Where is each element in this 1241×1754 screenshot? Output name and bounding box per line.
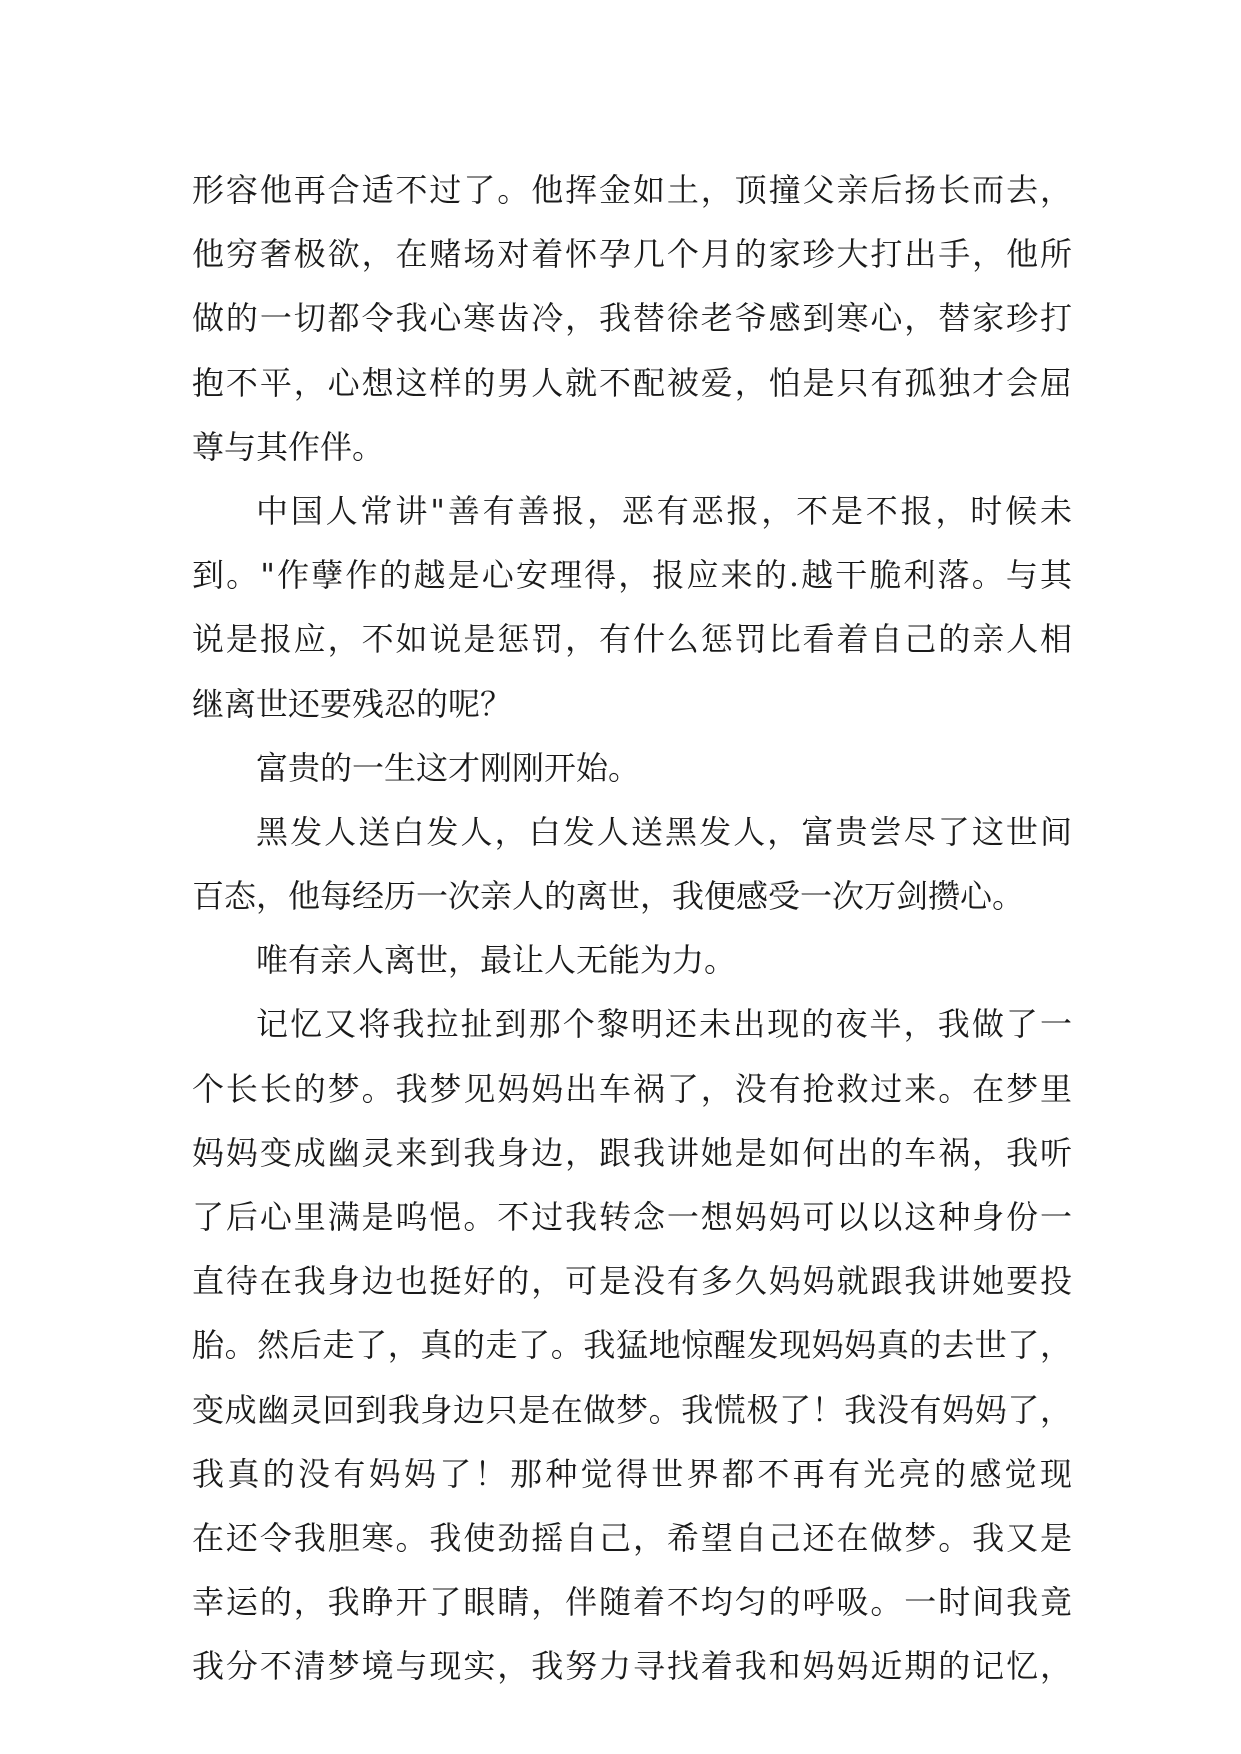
text-line: 中国人常讲"善有善报，恶有恶报，不是不报，时候未 — [256, 491, 1072, 530]
text-line: 变成幽灵回到我身边只是在做梦。我慌极了！我没有妈妈了， — [192, 1390, 1072, 1429]
text-line: 妈妈变成幽灵来到我身边，跟我讲她是如何出的车祸，我听 — [192, 1133, 1072, 1172]
text-line: 了后心里满是呜悒。不过我转念一想妈妈可以以这种身份一 — [192, 1198, 1072, 1236]
text-line: 胎。然后走了，真的走了。我猛地惊醒发现妈妈真的去世了， — [192, 1326, 1072, 1365]
text-line: 幸运的，我睁开了眼睛，伴随着不均匀的呼吸。一时间我竟 — [192, 1583, 1072, 1622]
text-line: 百态，他每经历一次亲人的离世，我便感受一次万剑攒心。 — [192, 877, 1025, 916]
text-line: 个长长的梦。我梦见妈妈出车祸了，没有抢救过来。在梦里 — [192, 1069, 1072, 1108]
text-line: 直待在我身边也挺好的，可是没有多久妈妈就跟我讲她要投 — [192, 1262, 1072, 1301]
text-line: 尊与其作伴。 — [192, 427, 385, 466]
text-line: 继离世还要残忍的呢？ — [192, 684, 513, 723]
text-line: 到。"作孽作的越是心安理得，报应来的.越干脆利落。与其 — [192, 556, 1072, 595]
text-line: 抱不平，心想这样的男人就不配被爱，怕是只有孤独才会屈 — [192, 363, 1072, 402]
body-text — [192, 158, 1072, 1699]
text-line: 黑发人送白发人，白发人送黑发人，富贵尝尽了这世间 — [256, 812, 1072, 851]
text-line: 唯有亲人离世，最让人无能为力。 — [256, 941, 737, 980]
text-line: 在还令我胆寒。我使劲摇自己，希望自己还在做梦。我又是 — [192, 1518, 1072, 1557]
text-line: 做的一切都令我心寒齿冷，我替徐老爷感到寒心，替家珍打 — [192, 299, 1072, 338]
text-line: 形容他再合适不过了。他挥金如土，顶撞父亲后扬长而去， — [192, 171, 1072, 209]
text-line: 我真的没有妈妈了！那种觉得世界都不再有光亮的感觉现 — [192, 1454, 1072, 1493]
text-line: 我分不清梦境与现实，我努力寻找着我和妈妈近期的记忆， — [192, 1647, 1072, 1686]
text-line: 富贵的一生这才刚刚开始。 — [256, 748, 641, 787]
text-line: 记忆又将我拉扯到那个黎明还未出现的夜半，我做了一 — [256, 1005, 1072, 1044]
text-line: 说是报应，不如说是惩罚，有什么惩罚比看着自己的亲人相 — [192, 620, 1072, 659]
text-line: 他穷奢极欲，在赌场对着怀孕几个月的家珍大打出手，他所 — [192, 235, 1072, 274]
